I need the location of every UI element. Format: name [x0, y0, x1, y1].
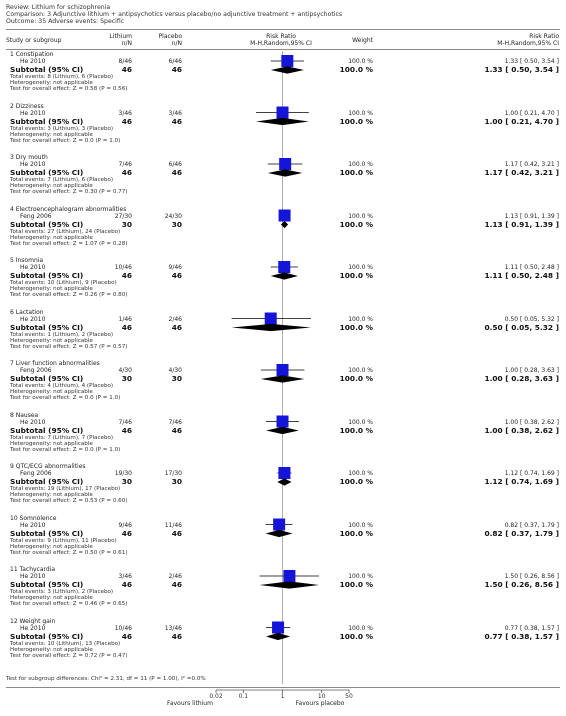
study-risk-ratio: 1.11 [ 0.50, 2.48 ] [504, 264, 559, 271]
total-events: Total events: 7 (Lithium), 6 (Placebo) [10, 177, 114, 183]
subtotal-label: Subtotal (95% CI) [10, 528, 84, 538]
subtotal-weight: 100.0 % [339, 374, 373, 383]
subtotal-placebo-n: 46 [171, 168, 182, 177]
col-study: Study or subgroup [6, 37, 62, 44]
total-events: Total events: 7 (Lithium), 7 (Placebo) [10, 434, 114, 441]
placebo-events: 6/46 [168, 58, 182, 65]
lithium-events: 27/30 [114, 212, 132, 220]
heterogeneity: Heterogeneity: not applicable [10, 286, 93, 292]
col-exp-n: n/N [121, 40, 132, 47]
placebo-events: 9/46 [168, 264, 182, 271]
overall-effect-test: Test for overall effect: Z = 0.72 (P = 0.47) [10, 652, 128, 659]
subtotal-diamond [266, 427, 299, 434]
placebo-events: 4/30 [168, 367, 182, 374]
heterogeneity: Heterogeneity: not applicable [10, 183, 93, 189]
heterogeneity: Heterogeneity: not applicable [10, 389, 93, 395]
study-square [273, 519, 285, 531]
study-weight: 100.0 % [348, 573, 373, 580]
subtotal-placebo-n: 46 [171, 528, 182, 538]
subtotal-weight: 100.0 % [339, 477, 373, 486]
subtotal-diamond [266, 633, 290, 640]
subtotal-weight: 100.0 % [339, 425, 373, 435]
subgroup-title: 7 Liver function abnormalities [10, 360, 100, 367]
lithium-events: 8/46 [118, 58, 132, 65]
subtotal-risk-ratio: 1.00 [ 0.21, 4.70 ] [484, 116, 559, 126]
subtotal-diamond [268, 169, 303, 176]
subtotal-label: Subtotal (95% CI) [10, 219, 84, 229]
subtotal-risk-ratio: 0.77 [ 0.38, 1.57 ] [484, 631, 559, 641]
study-square [277, 364, 289, 376]
subtotal-placebo-n: 46 [171, 322, 182, 332]
study-name: He 2010 [20, 315, 46, 323]
col-ctrl: Placebo [158, 33, 182, 40]
favours-right-label: Favours placebo [295, 700, 345, 707]
subtotal-risk-ratio: 1.11 [ 0.50, 2.48 ] [484, 271, 559, 280]
placebo-events: 6/46 [168, 161, 182, 168]
col-weight: Weight [352, 37, 373, 44]
subtotal-risk-ratio: 0.50 [ 0.05, 5.32 ] [484, 322, 559, 332]
study-weight: 100.0 % [348, 58, 373, 65]
footer-rule [6, 687, 560, 688]
review-title: Review: Lithium for schizophrenia [6, 4, 111, 11]
study-risk-ratio: 1.13 [ 0.91, 1.39 ] [504, 212, 559, 220]
subtotal-label: Subtotal (95% CI) [10, 322, 84, 332]
subtotal-label: Subtotal (95% CI) [10, 65, 84, 74]
subtotal-diamond [256, 118, 309, 125]
subtotal-lithium-n: 46 [121, 580, 132, 589]
subtotal-label: Subtotal (95% CI) [10, 477, 84, 486]
lithium-events: 10/46 [114, 624, 132, 632]
study-risk-ratio: 1.00 [ 0.38, 2.62 ] [504, 418, 559, 426]
subtotal-weight: 100.0 % [339, 528, 373, 538]
subtotal-lithium-n: 46 [121, 528, 132, 538]
subgroup-title: 1 Constipation [10, 51, 54, 58]
subtotal-weight: 100.0 % [339, 271, 373, 280]
study-risk-ratio: 1.12 [ 0.74, 1.69 ] [504, 470, 559, 477]
lithium-events: 7/46 [118, 418, 132, 426]
study-risk-ratio: 0.77 [ 0.38, 1.57 ] [504, 624, 559, 632]
subtotal-label: Subtotal (95% CI) [10, 425, 84, 435]
subtotal-placebo-n: 30 [171, 219, 182, 229]
study-weight: 100.0 % [348, 367, 373, 374]
study-weight: 100.0 % [348, 264, 373, 271]
subgroup-title: 9 QTC/ECG abnormalities [10, 463, 86, 470]
subtotal-placebo-n: 30 [171, 374, 182, 383]
x-axis-tick-label: 0.02 [209, 693, 223, 700]
subgroup-title: 3 Dry mouth [10, 154, 48, 161]
x-axis-tick-label: 1 [280, 693, 285, 700]
subtotal-weight: 100.0 % [339, 631, 373, 641]
heterogeneity: Heterogeneity: not applicable [10, 234, 93, 241]
study-square [281, 55, 293, 67]
x-axis-tick-label: 50 [345, 693, 353, 700]
study-square [277, 107, 289, 119]
heterogeneity: Heterogeneity: not applicable [10, 543, 93, 550]
overall-effect-test: Test for overall effect: Z = 0.53 (P = 0.60) [10, 498, 128, 504]
lithium-events: 9/46 [118, 521, 132, 529]
study-name: He 2010 [20, 109, 46, 117]
placebo-events: 2/46 [168, 315, 182, 323]
lithium-events: 19/30 [114, 470, 132, 477]
col-ctrl-n: n/N [171, 40, 182, 47]
study-risk-ratio: 0.82 [ 0.37, 1.79 ] [504, 521, 559, 529]
subtotal-label: Subtotal (95% CI) [10, 580, 84, 589]
subtotal-lithium-n: 30 [121, 477, 132, 486]
favours-left-label: Favours lithium [167, 700, 213, 707]
overall-effect-test: Test for overall effect: Z = 0.0 (P = 1.0) [10, 137, 121, 144]
subtotal-placebo-n: 46 [171, 425, 182, 435]
study-name: He 2010 [20, 58, 46, 65]
study-weight: 100.0 % [348, 521, 373, 529]
subtotal-placebo-n: 46 [171, 580, 182, 589]
subtotal-risk-ratio: 1.00 [ 0.28, 3.63 ] [484, 374, 559, 383]
study-risk-ratio: 1.17 [ 0.42, 3.21 ] [504, 161, 559, 168]
overall-effect-test: Test for overall effect: Z = 0.30 (P = 0.77) [10, 189, 128, 195]
study-weight: 100.0 % [348, 418, 373, 426]
lithium-events: 10/46 [114, 264, 132, 271]
placebo-events: 17/30 [164, 470, 182, 477]
col-rr2: Risk Ratio [529, 33, 559, 40]
subtotal-diamond [277, 478, 291, 485]
heterogeneity: Heterogeneity: not applicable [10, 80, 93, 86]
subgroup-title: 6 Lactation [10, 308, 44, 316]
subtotal-risk-ratio: 1.17 [ 0.42, 3.21 ] [484, 168, 559, 177]
subtotal-risk-ratio: 1.50 [ 0.26, 8.56 ] [484, 580, 559, 589]
study-name: He 2010 [20, 573, 46, 580]
col-rr-method: M-H,Random,95% CI [250, 40, 312, 47]
subgroup-title: 12 Weight gain [10, 617, 56, 625]
placebo-events: 11/46 [164, 521, 182, 529]
subtotal-diamond [261, 375, 305, 382]
study-weight: 100.0 % [348, 109, 373, 117]
study-risk-ratio: 1.00 [ 0.28, 3.63 ] [504, 367, 559, 374]
study-name: Feng 2006 [20, 367, 52, 374]
placebo-events: 13/46 [164, 624, 182, 632]
subtotal-risk-ratio: 1.12 [ 0.74, 1.69 ] [484, 477, 559, 486]
subtotal-diamond [232, 324, 311, 331]
study-weight: 100.0 % [348, 315, 373, 323]
study-weight: 100.0 % [348, 470, 373, 477]
subtotal-risk-ratio: 0.82 [ 0.37, 1.79 ] [484, 528, 559, 538]
study-risk-ratio: 1.50 [ 0.26, 8.56 ] [504, 573, 559, 580]
subtotal-lithium-n: 46 [121, 631, 132, 641]
total-events: Total events: 10 (Lithium), 13 (Placebo) [10, 640, 121, 647]
total-events: Total events: 1 (Lithium), 2 (Placebo) [10, 331, 114, 338]
total-events: Total events: 3 (Lithium), 2 (Placebo) [10, 589, 114, 595]
study-square [283, 570, 295, 582]
heterogeneity: Heterogeneity: not applicable [10, 492, 93, 498]
subgroup-title: 5 Insomnia [10, 257, 44, 264]
subtotal-lithium-n: 46 [121, 322, 132, 332]
subgroup-title: 10 Somnolence [10, 514, 57, 522]
overall-effect-test: Test for overall effect: Z = 0.0 (P = 1.0) [10, 446, 121, 453]
subtotal-risk-ratio: 1.00 [ 0.38, 2.62 ] [484, 425, 559, 435]
heterogeneity: Heterogeneity: not applicable [10, 131, 93, 138]
subtotal-lithium-n: 30 [121, 374, 132, 383]
col-rr2-method: M-H,Random,95% CI [497, 40, 559, 47]
comparison-title: Comparison: 3 Adjunctive lithium + antipsychotics versus placebo/no adjunctive treatment + antipsychotics [6, 11, 343, 18]
subgroup-title: 11 Tachycardia [10, 566, 56, 573]
subtotal-label: Subtotal (95% CI) [10, 631, 84, 641]
subtotal-weight: 100.0 % [339, 219, 373, 229]
subgroup-title: 4 Electroencephalogram abnormalities [10, 205, 127, 213]
subtotal-placebo-n: 30 [171, 477, 182, 486]
overall-effect-test: Test for overall effect: Z = 0.26 (P = 0.80) [10, 292, 128, 298]
subtotal-placebo-n: 46 [171, 65, 182, 74]
study-weight: 100.0 % [348, 212, 373, 220]
subtotal-placebo-n: 46 [171, 631, 182, 641]
lithium-events: 4/30 [118, 367, 132, 374]
subtotal-lithium-n: 46 [121, 65, 132, 74]
total-events: Total events: 8 (Lithium), 6 (Placebo) [10, 74, 114, 80]
subtotal-lithium-n: 30 [121, 219, 132, 229]
subtotal-lithium-n: 46 [121, 168, 132, 177]
overall-effect-test: Test for overall effect: Z = 0.0 (P = 1.0) [10, 395, 121, 401]
total-events: Total events: 9 (Lithium), 11 (Placebo) [10, 537, 117, 544]
total-events: Total events: 4 (Lithium), 4 (Placebo) [10, 383, 114, 389]
study-square [278, 261, 290, 273]
col-rr: Risk Ratio [266, 33, 296, 40]
lithium-events: 1/46 [118, 315, 132, 323]
lithium-events: 3/46 [118, 573, 132, 580]
heterogeneity: Heterogeneity: not applicable [10, 646, 93, 653]
subtotal-lithium-n: 46 [121, 271, 132, 280]
subtotal-label: Subtotal (95% CI) [10, 116, 84, 126]
lithium-events: 7/46 [118, 161, 132, 168]
overall-effect-test: Test for overall effect: Z = 0.46 (P = 0.65) [10, 601, 128, 607]
placebo-events: 2/46 [168, 573, 182, 580]
overall-effect-test: Test for overall effect: Z = 1.07 (P = 0.28) [10, 240, 128, 247]
col-exp: Lithium [109, 33, 132, 40]
outcome-title: Outcome: 35 Adverse events: Specific [6, 18, 125, 25]
subgroup-title: 8 Nausea [10, 411, 39, 419]
study-name: Feng 2006 [20, 212, 52, 220]
subtotal-label: Subtotal (95% CI) [10, 271, 84, 280]
study-square [279, 210, 291, 222]
subgroup-title: 2 Dizziness [10, 102, 44, 110]
subtotal-diamond [271, 272, 298, 279]
x-axis-tick-label: 10 [317, 693, 326, 700]
subtotal-weight: 100.0 % [339, 168, 373, 177]
study-square [265, 313, 277, 325]
subtotal-risk-ratio: 1.33 [ 0.50, 3.54 ] [484, 65, 559, 74]
x-axis-tick-label: 0.1 [238, 693, 249, 700]
study-weight: 100.0 % [348, 161, 373, 168]
subtotal-lithium-n: 46 [121, 116, 132, 126]
overall-effect-test: Test for overall effect: Z = 0.50 (P = 0.61) [10, 549, 128, 556]
subtotal-weight: 100.0 % [339, 116, 373, 126]
study-square [279, 158, 291, 170]
overall-effect-test: Test for overall effect: Z = 0.57 (P = 0.57) [10, 343, 128, 350]
study-name: He 2010 [20, 161, 46, 168]
total-events: Total events: 27 (Lithium), 24 (Placebo) [10, 228, 121, 235]
subtotal-risk-ratio: 1.13 [ 0.91, 1.39 ] [484, 219, 559, 229]
total-events: Total events: 10 (Lithium), 9 (Placebo) [10, 280, 117, 286]
subtotal-diamond [281, 221, 288, 228]
study-risk-ratio: 0.50 [ 0.05, 5.32 ] [504, 315, 559, 323]
overall-effect-test: Test for overall effect: Z = 0.58 (P = 0.56) [10, 86, 128, 92]
total-events: Total events: 3 (Lithium), 3 (Placebo) [10, 125, 114, 132]
subgroup-differences-test: Test for subgroup differences: Chi² = 2.31, df = 11 (P = 1.00), I² =0.0% [6, 676, 206, 682]
placebo-events: 24/30 [164, 212, 182, 220]
study-name: He 2010 [20, 418, 46, 426]
subtotal-diamond [266, 530, 293, 537]
study-name: He 2010 [20, 521, 46, 529]
total-events: Total events: 19 (Lithium), 17 (Placebo) [10, 486, 121, 492]
subtotal-label: Subtotal (95% CI) [10, 168, 84, 177]
subtotal-placebo-n: 46 [171, 116, 182, 126]
study-weight: 100.0 % [348, 624, 373, 632]
heterogeneity: Heterogeneity: not applicable [10, 440, 93, 447]
subtotal-weight: 100.0 % [339, 580, 373, 589]
subtotal-label: Subtotal (95% CI) [10, 374, 84, 383]
study-risk-ratio: 1.33 [ 0.50, 3.54 ] [504, 58, 559, 65]
heterogeneity: Heterogeneity: not applicable [10, 595, 93, 601]
placebo-events: 7/46 [168, 418, 182, 426]
heterogeneity: Heterogeneity: not applicable [10, 337, 93, 344]
subtotal-weight: 100.0 % [339, 65, 373, 74]
study-name: He 2010 [20, 624, 46, 632]
lithium-events: 3/46 [118, 109, 132, 117]
study-name: Feng 2006 [20, 470, 52, 477]
placebo-events: 3/46 [168, 109, 182, 117]
study-risk-ratio: 1.00 [ 0.21, 4.70 ] [504, 109, 559, 117]
subtotal-diamond [271, 66, 304, 73]
subtotal-weight: 100.0 % [339, 322, 373, 332]
study-square [272, 622, 284, 634]
subtotal-placebo-n: 46 [171, 271, 182, 280]
study-square [278, 467, 290, 479]
study-square [277, 416, 289, 428]
subtotal-lithium-n: 46 [121, 425, 132, 435]
study-name: He 2010 [20, 264, 46, 271]
subtotal-diamond [260, 581, 319, 588]
